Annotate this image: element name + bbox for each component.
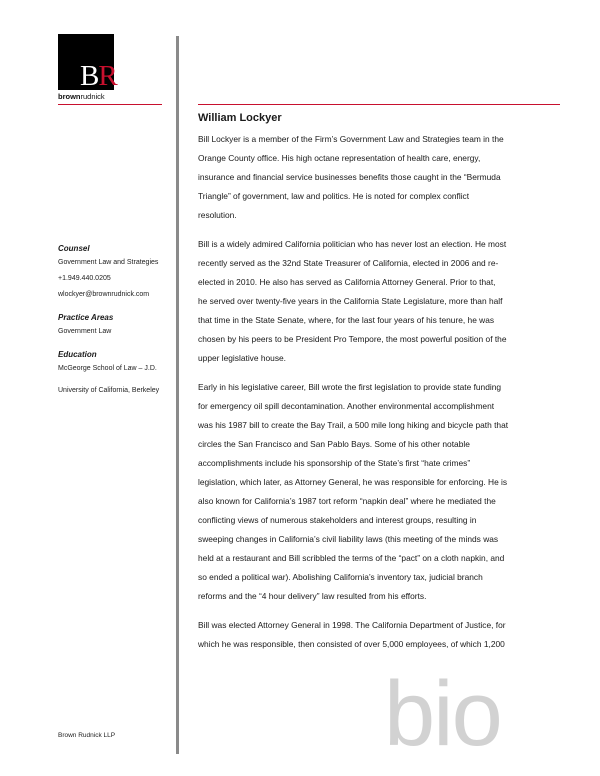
text-line: for emergency oil spill decontamination. Another environmental accomplishment <box>198 401 495 411</box>
paragraph <box>198 378 564 606</box>
text-line: elected in 2010. He also has served as California Attorney General. Prior to that, <box>198 277 496 287</box>
counsel-phone: +1.949.440.0205 <box>58 275 111 282</box>
logo-wordmark <box>58 92 105 101</box>
footer-firm: Brown Rudnick LLP <box>58 732 116 739</box>
text-line: Bill is a widely admired California politician who has never lost an election. He most <box>198 239 507 249</box>
text-line: so ended a political war). Abolishing California’s inventory tax, judicial branch <box>198 572 483 582</box>
education-line: University of California, Berkeley <box>58 387 160 394</box>
text-line: resolution. <box>198 210 237 220</box>
person-name: William Lockyer <box>198 112 282 124</box>
paragraph <box>198 616 564 654</box>
counsel-line: Government Law and Strategies <box>58 259 159 266</box>
education-heading: Education <box>58 350 97 359</box>
header-rule-left <box>58 104 162 105</box>
text-line: Early in his legislative career, Bill wrote the first legislation to provide state funding <box>198 382 502 392</box>
text-line: he served over twenty-five years in the California State Legislature, more than half <box>198 296 503 306</box>
text-line: accomplishments include his sponsorship of the State’s first “hate crimes” <box>198 458 471 468</box>
text-line: Triangle” of government, law and politics. He is noted for complex conflict <box>198 191 470 201</box>
text-line: chosen by his peers to be President Pro Tempore, the most powerful position of the <box>198 334 507 344</box>
text-line: Bill was elected Attorney General in 1998. The California Department of Justice, for <box>198 620 506 630</box>
logo-word-rest: rudnick <box>80 92 105 101</box>
practice-line: Government Law <box>58 328 112 335</box>
logo-letters <box>80 62 117 91</box>
text-line: that time in the State Senate, where, for the last four years of his tenure, he was <box>198 315 495 325</box>
text-line: also known for California’s 1987 tort reform “napkin deal” where he mediated the <box>198 496 496 506</box>
sidebar <box>58 244 174 399</box>
text-line: Bill Lockyer is a member of the Firm’s Government Law and Strategies team in the <box>198 134 504 144</box>
paragraph <box>198 130 564 225</box>
bio-content <box>198 111 564 664</box>
logo-letter-r: R <box>98 60 117 92</box>
vertical-divider <box>176 36 179 754</box>
header-rule-right <box>198 104 560 105</box>
text-line: sweeping changes in California’s civil liability laws (this meeting of the minds was <box>198 534 499 544</box>
text-line: insurance and financial service businesses benefits those caught in the “Bermuda <box>198 172 501 182</box>
text-line: Orange County office. His high octane representation of health care, energy, <box>198 153 481 163</box>
text-line: which he was responsible, then consisted of over 5,000 employees, of which 1,200 <box>198 639 505 649</box>
text-line: upper legislative house. <box>198 353 286 363</box>
education-line: McGeorge School of Law – J.D. <box>58 365 157 372</box>
text-line: legislation, which later, as Attorney General, he was responsible for enforcing. He is <box>198 477 508 487</box>
practice-heading: Practice Areas <box>58 313 114 322</box>
text-line: conflicting views of numerous stakeholders and interest groups, resulting in <box>198 515 477 525</box>
text-line: held at a restaurant and Bill scribbled the terms of the “pact” on a cloth napkin, and <box>198 553 505 563</box>
logo-word-bold: brown <box>58 92 81 101</box>
bio-watermark: bio <box>384 663 501 765</box>
text-line: recently served as the 32nd State Treasurer of California, elected in 2006 and re- <box>198 258 499 268</box>
counsel-email: wlockyer@brownrudnick.com <box>58 291 150 298</box>
counsel-heading: Counsel <box>58 244 90 253</box>
text-line: was his 1987 bill to create the Bay Trail, a 500 mile long hiking and bicycle path that <box>198 420 509 430</box>
text-line: reforms and the “4 hour delivery” law resulted from his efforts. <box>198 591 427 601</box>
text-line: circles the San Francisco and San Pablo Bays. Some of his other notable <box>198 439 470 449</box>
logo-letter-b: B <box>80 60 99 92</box>
paragraph <box>198 235 564 368</box>
